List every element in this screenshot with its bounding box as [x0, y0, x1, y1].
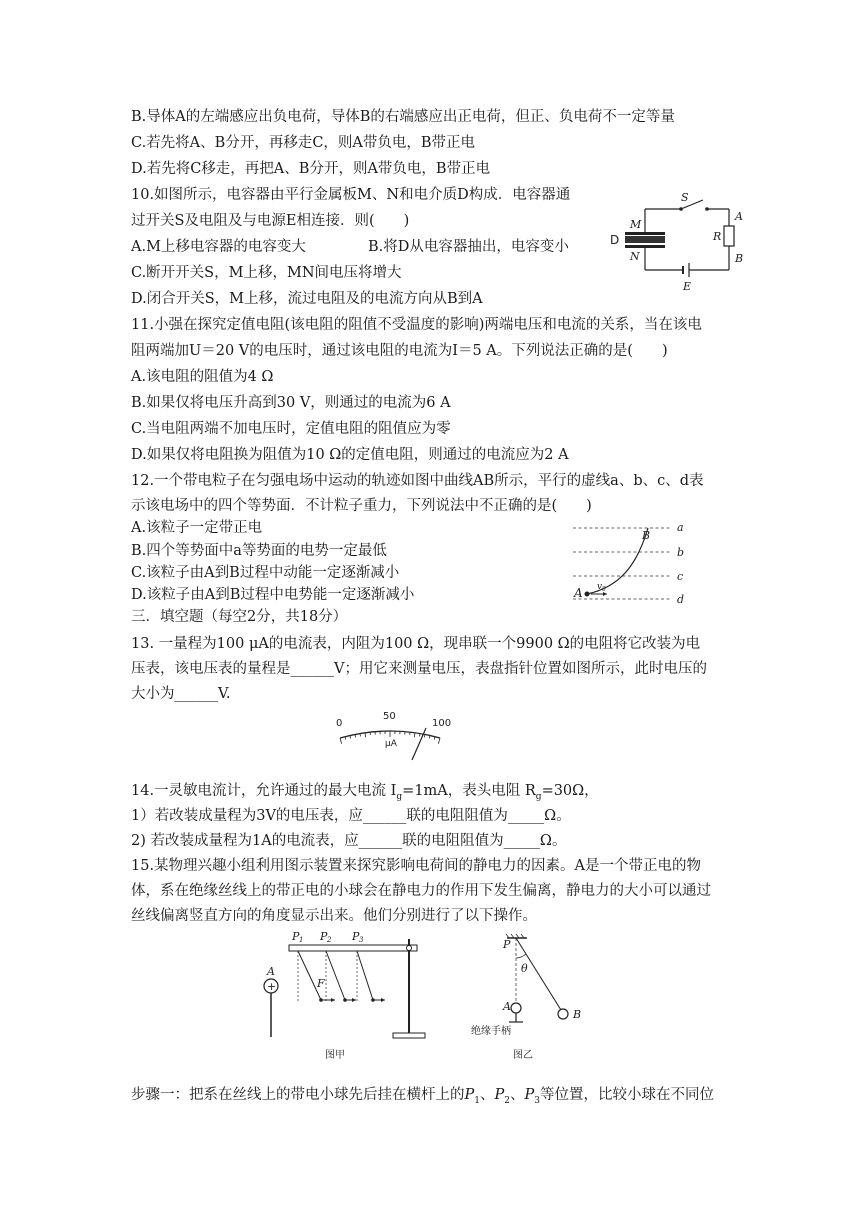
option-b: B.四个等势面中a等势面的电势一定最低: [131, 543, 387, 559]
label-f: F: [317, 977, 325, 990]
figure-caption-jia: 图甲: [325, 1050, 345, 1061]
label-point-a: A: [574, 586, 583, 600]
var-p: P: [494, 1087, 505, 1103]
plus-sign: +: [267, 980, 277, 993]
microammeter-dial-figure: [330, 710, 460, 765]
dial-tick: [438, 738, 440, 744]
option-c: C.断开开关S，M上移，MN间电压将增大: [131, 265, 402, 281]
label-a-line: a: [677, 521, 684, 534]
option-a: A.该粒子一定带正电: [131, 520, 263, 536]
tick-label-100: 100: [432, 718, 452, 729]
label-p3: P: [352, 930, 360, 943]
dielectric-d: [625, 236, 665, 243]
apparatus-figure-jia: [255, 925, 440, 1065]
label-d-line: d: [677, 593, 685, 606]
text-run: 、: [510, 1087, 525, 1103]
question-13-stem: 13. 一量程为100 μA的电流表，内阻为100 Ω，现串联一个9900 Ω的电阻将它改装为电: [131, 636, 701, 652]
label-c-line: c: [677, 570, 684, 583]
subscript: 1: [474, 1095, 480, 1106]
handle-label: 绝缘手柄: [471, 1026, 511, 1037]
question-15-stem: 丝线偏离竖直方向的角度显示出来。他们分别进行了以下操作。: [131, 908, 537, 924]
text-line: D.若先将C移走，再把A、B分开，则A带负电，B带正电: [131, 161, 491, 177]
label-b: B: [735, 252, 744, 265]
apparatus-figure-yi: [465, 930, 595, 1065]
label-p: P: [503, 938, 511, 951]
label-b-line: b: [677, 546, 685, 559]
label-p1: P: [292, 930, 300, 943]
tick-label-50: 50: [383, 711, 396, 722]
label-a: A: [503, 1000, 511, 1013]
section-heading: 三．填空题（每空2分，共18分）: [131, 609, 348, 625]
label-p1-sub: 1: [299, 936, 304, 944]
plate-m: [625, 232, 665, 235]
question-14-part-1: 1）若改装成量程为3V的电压表，应______联的电阻阻值为_____Ω。: [131, 808, 571, 824]
question-10-stem: 10.如图所示，电容器由平行金属板M、N和电介质D构成．电容器通: [131, 187, 571, 203]
option-c: C.当电阻两端不加电压时，定值电阻的阻值应为零: [131, 421, 451, 437]
label-e: E: [683, 280, 692, 293]
text-run: =1mA，表头电阻 R: [402, 783, 536, 799]
label-a: A: [735, 210, 743, 223]
var-p: P: [464, 1087, 475, 1103]
label-b: B: [573, 1008, 582, 1021]
subscript: g: [396, 791, 403, 802]
text-run: 、: [480, 1087, 495, 1103]
text-line: C.若先将A、B分开，再移走C，则A带负电，B带正电: [131, 135, 476, 151]
question-11-stem: 阻两端加U＝20 V的电压时，通过该电阻的电流为I＝5 A。下列说法正确的是( ): [131, 343, 668, 359]
subscript: 2: [504, 1095, 510, 1106]
label-v0-sub: 0: [602, 586, 606, 593]
dial-tick: [365, 733, 366, 737]
label-n: N: [630, 250, 640, 263]
question-13-stem: 大小为______V.: [131, 686, 231, 702]
dial-tick: [414, 733, 415, 737]
label-p2-sub: 2: [327, 936, 332, 944]
option-b: B.将D从电容器抽出，电容变小: [368, 239, 569, 255]
label-point-b: B: [642, 529, 651, 542]
label-s: S: [681, 191, 689, 204]
object-a: [511, 1003, 521, 1013]
dial-tick: [424, 734, 425, 737]
question-15-stem: 体，系在绝缘丝线上的带正电的小球会在静电力的作用下发生偏离，静电力的大小可以通过: [131, 883, 711, 899]
capacitor-circuit-figure: [605, 190, 765, 295]
option-a: A.该电阻的阻值为4 Ω: [131, 369, 274, 385]
text-run: 步骤一：把系在丝线上的带电小球先后挂在横杆上的: [131, 1087, 465, 1103]
figure-caption-yi: 图乙: [513, 1050, 533, 1061]
equipotential-trajectory-figure: [565, 515, 695, 610]
question-12-stem: 示该电场中的四个等势面．不计粒子重力，下列说法中不正确的是( ): [131, 498, 592, 514]
label-p3-sub: 3: [359, 936, 364, 944]
label-p2: P: [320, 930, 328, 943]
text-run: =30Ω，: [541, 783, 599, 799]
subscript: g: [535, 791, 542, 802]
tick-label-0: 0: [336, 718, 343, 729]
text-line: B.导体A的左端感应出负电荷，导体B的右端感应出正电荷，但正、负电荷不一定等量: [131, 109, 675, 125]
label-r: R: [713, 230, 722, 243]
question-11-stem: 11.小强在探究定值电阻(该电阻的阻值不受温度的影响)两端电压和电流的关系，当在该电: [131, 317, 702, 333]
question-14-stem: [131, 782, 599, 806]
label-a: A: [267, 965, 275, 978]
question-14-part-2: 2) 若改装成量程为1A的电流表，应______联的电阻阻值为_____Ω。: [131, 833, 567, 849]
label-m: M: [630, 218, 642, 231]
text-run: 14.一灵敏电流计，允许通过的最大电流 I: [131, 783, 397, 799]
question-10-stem: 过开关S及电阻及与电源E相连接．则( ): [131, 213, 410, 229]
label-v0: v: [597, 582, 603, 592]
option-c: C.该粒子由A到B过程中动能一定逐渐减小: [131, 565, 400, 581]
ball-b: [558, 1009, 568, 1019]
question-15-stem: 15.某物理兴趣小组利用图示装置来探究影响电荷间的静电力的因素。A是一个带正电的物: [131, 858, 702, 874]
option-d: D.闭合开关S，M上移，流过电阻及的电流方向从B到A: [131, 291, 483, 307]
plate-n: [625, 245, 665, 248]
step-one-text: [131, 1086, 714, 1110]
unit-label: μA: [385, 739, 397, 749]
question-13-stem: 压表，该电压表的量程是______V；用它来测量电压，表盘指针位置如图所示，此时电压的: [131, 661, 707, 677]
option-d: D.该粒子由A到B过程中电势能一定逐渐减小: [131, 587, 415, 603]
option-a: A.M上移电容器的电容变大: [131, 239, 306, 255]
option-b: B.如果仅将电压升高到30 V，则通过的电流为6 A: [131, 395, 451, 411]
question-12-stem: 12.一个带电粒子在匀强电场中运动的轨迹如图中曲线AB所示，平行的虚线a、b、c、d表: [131, 473, 704, 489]
subscript: 3: [534, 1095, 540, 1106]
dial-tick: [355, 734, 356, 737]
var-p: P: [524, 1087, 535, 1103]
particle-point-a: [585, 592, 590, 597]
label-d: D: [610, 233, 620, 247]
option-d: D.如果仅将电阻换为阻值为10 Ω的定值电阻，则通过的电流应为2 A: [131, 447, 569, 463]
label-theta: θ: [521, 962, 528, 975]
dial-tick: [340, 738, 342, 744]
text-run: 等位置，比较小球在不同位: [540, 1087, 714, 1103]
